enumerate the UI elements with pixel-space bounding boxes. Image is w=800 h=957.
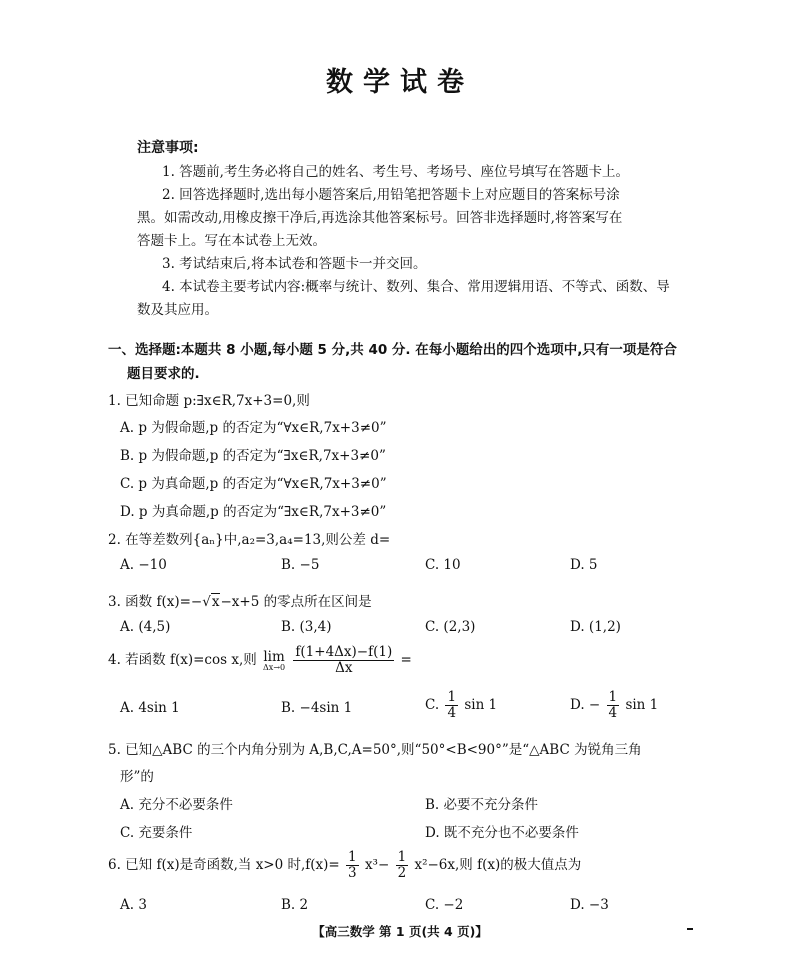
q6-mid: x³− [364,857,390,873]
q3-option-b: B. (3,4) [281,619,332,635]
q1-option-b: B. p 为假命题,p 的否定为“∃x∈R,7x+3≠0” [120,448,386,464]
q6-option-d: D. −3 [570,897,609,913]
q4-stem [108,645,412,676]
q4-numerator: f(1+4Δx)−f(1) [295,644,393,660]
q1-stem: 1. 已知命题 p:∃x∈R,7x+3=0,则 [108,393,310,409]
q6-stem-post: x²−6x,则 f(x)的极大值点为 [414,857,582,873]
q6-f2-num: 1 [397,849,407,865]
q2-stem: 2. 在等差数列{aₙ}中,a₂=3,a₄=13,则公差 d= [108,532,391,548]
q4-fraction [293,645,394,676]
notice-line-3: 黑。如需改动,用橡皮擦干净后,再选涂其他答案标号。回答非选择题时,将答案写在 [137,210,623,226]
q2-option-d: D. 5 [570,557,598,573]
q6-stem-pre: 6. 已知 f(x)是奇函数,当 x>0 时,f(x)= [108,857,340,873]
q3-option-a: A. (4,5) [120,619,171,635]
q6-option-c: C. −2 [425,897,464,913]
sqrt-symbol: √ [202,594,211,610]
q6-option-a: A. 3 [120,897,147,913]
q4-stem-pre: 4. 若函数 f(x)=cos x,则 [108,652,257,668]
q3-stem [108,590,372,610]
q6-f2-den: 2 [397,865,407,881]
q2-option-c: C. 10 [425,557,461,573]
q3-stem-pre: 3. 函数 f(x)=− [108,594,203,610]
page-footer: 【高三数学 第 1 页(共 4 页)】 [312,924,488,939]
q4-denominator: Δx [335,660,353,676]
q3-option-c: C. (2,3) [425,619,476,635]
notice-line-5: 3. 考试结束后,将本试卷和答题卡一并交回。 [162,256,427,272]
q5-option-d: D. 既不充分也不必要条件 [425,825,579,841]
notice-line-1: 1. 答题前,考生务必将自己的姓名、考生号、考场号、座位号填写在答题卡上。 [162,164,629,180]
q4-option-d [570,690,658,721]
q5-stem: 5. 已知△ABC 的三个内角分别为 A,B,C,A=50°,则“50°<B<90°”是“△ABC 为锐角三角 [108,742,642,758]
q6-stem [108,850,581,881]
q5-option-b: B. 必要不充分条件 [425,797,539,813]
q3-option-d: D. (1,2) [570,619,621,635]
q4-limit [263,650,285,672]
section-heading-cont: 题目要求的. [127,366,200,382]
q4-d-fraction [607,690,620,721]
notice-heading: 注意事项: [137,140,199,156]
q5-stem-cont: 形”的 [120,769,154,785]
q6-fraction-2 [396,850,409,881]
q2-option-a: A. −10 [120,557,167,573]
q4-d-post: sin 1 [625,697,659,713]
q4-lim-sub: Δx→0 [263,662,286,672]
footer-mark [687,928,693,930]
q4-c-fraction [445,690,458,721]
q4-option-b: B. −4sin 1 [281,700,353,716]
q4-c-den: 4 [447,705,457,721]
notice-line-2: 2. 回答选择题时,选出每小题答案后,用铅笔把答题卡上对应题目的答案标号涂 [162,187,620,203]
q4-option-a: A. 4sin 1 [120,700,180,716]
notice-line-4: 答题卡上。写在本试卷上无效。 [137,233,326,249]
q1-option-a: A. p 为假命题,p 的否定为“∀x∈R,7x+3≠0” [120,420,387,436]
q6-f1-num: 1 [348,849,357,865]
q4-d-label: D. − [570,697,601,713]
q1-option-c: C. p 为真命题,p 的否定为“∀x∈R,7x+3≠0” [120,476,387,492]
q1-option-d: D. p 为真命题,p 的否定为“∃x∈R,7x+3≠0” [120,504,387,520]
notice-line-7: 数及其应用。 [137,302,218,318]
q4-c-num: 1 [447,689,457,705]
q5-option-c: C. 充要条件 [120,825,193,841]
q4-c-post: sin 1 [464,697,498,713]
q4-lim-word: lim [263,648,285,665]
q4-d-num: 1 [608,689,618,705]
q3-stem-post: −x+5 的零点所在区间是 [220,594,372,610]
section-heading: 一、选择题:本题共 8 小题,每小题 5 分,共 40 分. 在每小题给出的四个选项中,只有一项是符合 [108,342,677,358]
notice-line-6: 4. 本试卷主要考试内容:概率与统计、数列、集合、常用逻辑用语、不等式、函数、导 [162,279,670,295]
q6-fraction-1 [346,850,359,881]
q6-f1-den: 3 [348,865,357,881]
q4-d-den: 4 [608,705,618,721]
q3-sqrt-arg: x [211,594,220,610]
q4-c-label: C. [425,697,440,713]
q4-option-c [425,690,497,721]
q4-equals: = [400,652,412,668]
q5-option-a: A. 充分不必要条件 [120,797,233,813]
page-title: 数学试卷 [326,67,474,98]
q2-option-b: B. −5 [281,557,320,573]
q6-option-b: B. 2 [281,897,309,913]
